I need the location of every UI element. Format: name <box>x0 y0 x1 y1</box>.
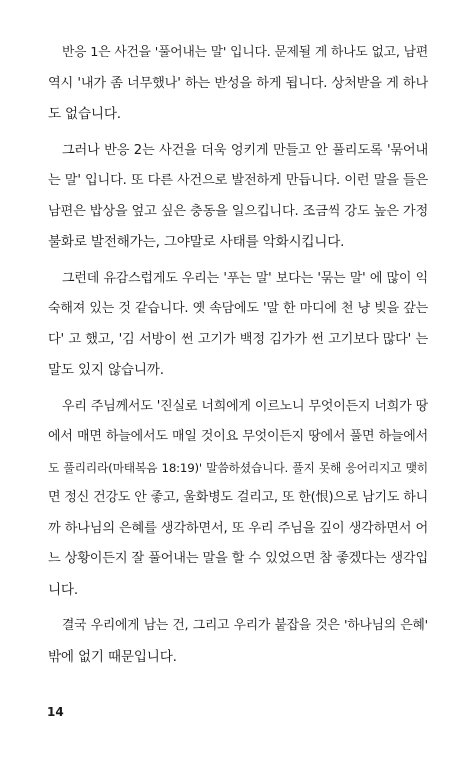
text-line: 말도 있지 않습니까. <box>48 362 164 378</box>
paragraph-3 <box>48 264 428 386</box>
text-line: 남편은 밥상을 엎고 싶은 충동을 일으킵니다. 조금씩 강도 높은 가정 <box>48 203 428 219</box>
text-line: 반응 1은 사건을 '풀어내는 말' 입니다. 문제될 게 하나도 없고, 남편 <box>62 45 428 60</box>
text-line: 그런데 유감스럽게도 우리는 '푸는 말' 보다는 '묶는 말' 에 많이 익 <box>62 270 428 286</box>
body-text <box>48 38 428 678</box>
text-line: 에서 매면 하늘에서도 매일 것이요 무엇이든지 땅에서 풀면 하늘에서 <box>48 429 428 444</box>
text-line: 우리 주님께서도 '진실로 너희에게 이르노니 무엇이든지 너희가 땅 <box>62 398 428 414</box>
text-line: 니다. <box>48 581 78 598</box>
paragraph-5 <box>48 611 428 672</box>
text-line: 불화로 발전해가는, 그야말로 사태를 악화시킵니다. <box>48 234 345 250</box>
text-line: 역시 '내가 좀 너무했나' 하는 반성을 하게 됩니다. 상처받을 게 하나 <box>48 75 428 91</box>
text-line: 까 하나님의 은혜를 생각하면서, 또 우리 주님을 깊이 생각하면서 어 <box>48 520 428 536</box>
text-line: 숙해져 있는 것 같습니다. 옛 속담에도 '말 한 마디에 천 냥 빚을 갚는 <box>48 301 428 316</box>
page-number: 14 <box>47 705 64 719</box>
paragraph-4 <box>48 392 428 606</box>
text-line: 도 없습니다. <box>48 106 121 122</box>
text-line: 결국 우리에게 남는 건, 그리고 우리가 붙잡을 것은 '하나님의 은혜' <box>62 618 428 633</box>
text-line: 는 말' 입니다. 또 다른 사건으로 발전하게 만듭니다. 이런 말을 들은 <box>48 173 428 188</box>
text-line: 그러나 반응 2는 사건을 더욱 엉키게 만들고 안 풀리도록 '묶어내 <box>62 142 428 158</box>
text-line: 도 풀리리라(마태복음 18:19)' 말씀하셨습니다. 풀지 못해 응어리지고 맺히 <box>48 460 428 475</box>
text-line: 면 정신 건강도 안 좋고, 울화병도 걸리고, 또 한(恨)으로 남기도 하니 <box>48 490 428 505</box>
text-line: 다' 고 했고, '김 서방이 썬 고기가 백정 김가가 썬 고기보다 많다' 는 <box>48 331 428 347</box>
text-line: 느 상황이든지 잘 풀어내는 말을 할 수 있었으면 참 좋겠다는 생각입 <box>48 551 428 566</box>
text-line: 밖에 없기 때문입니다. <box>48 648 177 665</box>
paragraph-2 <box>48 136 428 258</box>
paragraph-1 <box>48 38 428 130</box>
